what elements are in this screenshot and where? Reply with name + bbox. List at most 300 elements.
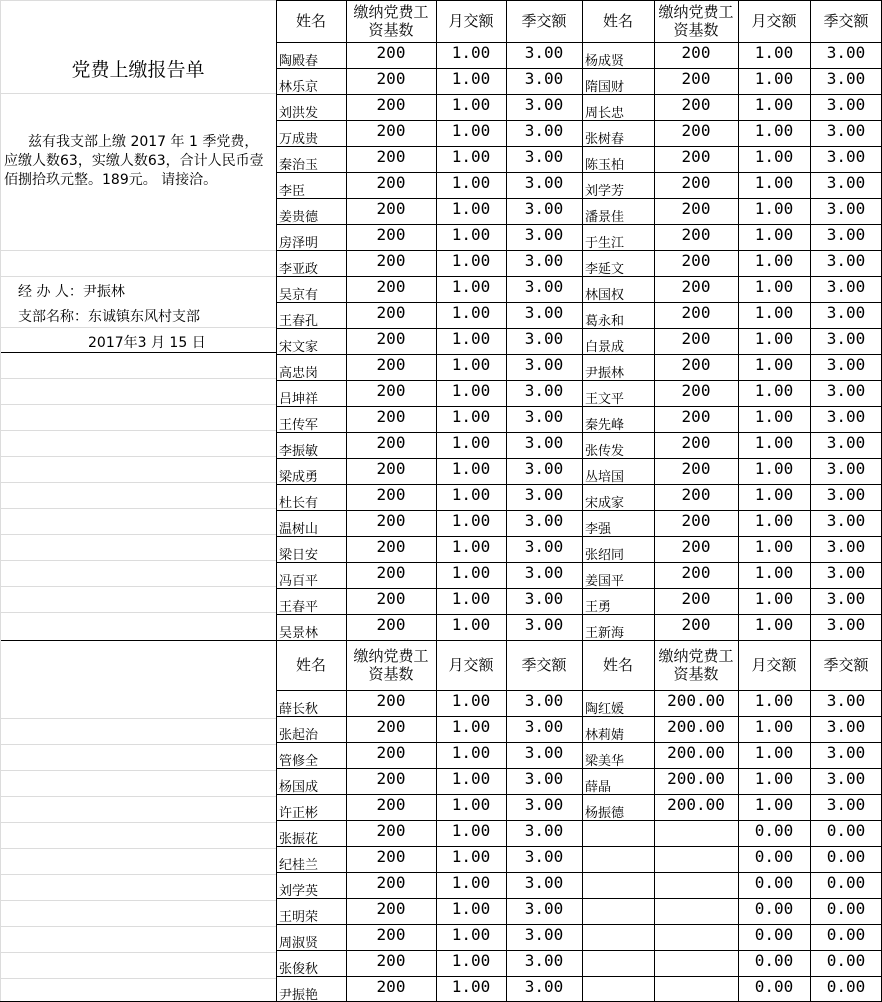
- block2-left-row-monthly: 1.00: [451, 899, 491, 918]
- block1-right-row-monthly: 1.00: [754, 355, 794, 374]
- block2-right-row-monthly-empty: 0.00: [754, 977, 794, 996]
- block2-left-row-monthly: 1.00: [451, 977, 491, 996]
- grid-line: [0, 926, 276, 927]
- block1-left-row-base: 200: [376, 433, 406, 452]
- block1-right-row-name: 尹振林: [585, 366, 625, 380]
- grid-line: [738, 640, 739, 1002]
- block1-left-row-monthly: 1.00: [451, 563, 491, 582]
- block1-left-row-name: 王传军: [279, 418, 319, 432]
- block1-left-row-base: 200: [376, 407, 406, 426]
- block1-right-row-name: 姜国平: [585, 574, 625, 588]
- block2-left-row-name: 王明荣: [279, 910, 319, 924]
- block1-header-quarterly-left: 季交额: [521, 12, 567, 30]
- block1-right-row-quarterly: 3.00: [826, 563, 866, 582]
- block1-left-row-monthly: 1.00: [451, 511, 491, 530]
- grid-line: [0, 378, 276, 379]
- block1-right-row-monthly: 1.00: [754, 225, 794, 244]
- grid-line: [0, 456, 276, 457]
- block2-right-row-base: [654, 898, 738, 924]
- block2-right-row-name: 杨振德: [585, 806, 625, 820]
- block1-right-row-quarterly: 3.00: [826, 303, 866, 322]
- grid-line: [0, 327, 276, 328]
- block1-right-row-quarterly: 3.00: [826, 43, 866, 62]
- block1-right-row-monthly: 1.00: [754, 563, 794, 582]
- grid-line: [654, 0, 655, 640]
- block1-left-row-quarterly: 3.00: [524, 277, 564, 296]
- block1-left-row-quarterly: 3.00: [524, 381, 564, 400]
- report-title: 党费上缴报告单: [71, 59, 205, 81]
- block2-right-row-monthly-empty: 0.00: [754, 873, 794, 892]
- block2-left-row-monthly: 1.00: [451, 691, 491, 710]
- block1-right-row-monthly: 1.00: [754, 511, 794, 530]
- block2-left-row-quarterly: 3.00: [524, 769, 564, 788]
- grid-line: [0, 612, 276, 613]
- block1-left-row-base: 200: [376, 173, 406, 192]
- grid-line: [276, 146, 882, 147]
- block2-left-row-monthly: 1.00: [451, 847, 491, 866]
- block2-right-row-name: 林莉婧: [585, 728, 625, 742]
- block1-left-row-base: 200: [376, 459, 406, 478]
- block2-right-row-quarterly: 0.00: [826, 821, 866, 840]
- grid-line: [0, 482, 276, 483]
- block1-left-row-quarterly: 3.00: [524, 355, 564, 374]
- block2-right-row-monthly: 1.00: [754, 795, 794, 814]
- block1-right-row-monthly: 1.00: [754, 485, 794, 504]
- block1-right-row-base: 200: [681, 225, 711, 244]
- block1-left-row-name: 梁日安: [279, 548, 319, 562]
- block1-left-row-name: 吴京有: [279, 288, 319, 302]
- block1-left-row-quarterly: 3.00: [524, 199, 564, 218]
- block1-left-row-quarterly: 3.00: [524, 485, 564, 504]
- grid-line: [276, 0, 277, 640]
- block1-left-row-name: 姜贵德: [279, 210, 319, 224]
- block2-left-row-base: 200: [376, 899, 406, 918]
- block1-right-row-quarterly: 3.00: [826, 329, 866, 348]
- grid-line: [0, 848, 276, 849]
- block1-left-row-monthly: 1.00: [451, 225, 491, 244]
- block1-header-name-right: 姓名: [602, 12, 633, 30]
- block2-header-monthly-left: 月交额: [448, 656, 494, 674]
- grid-line: [346, 0, 347, 640]
- block1-left-row-name: 梁成勇: [279, 470, 319, 484]
- block1-left-row-quarterly: 3.00: [524, 615, 564, 634]
- block1-left-row-name: 杜长有: [279, 496, 319, 510]
- block1-left-row-name: 刘洪发: [279, 106, 319, 120]
- grid-line: [346, 640, 347, 1002]
- block2-left-row-monthly: 1.00: [451, 743, 491, 762]
- branch-name: 支部名称：东诚镇东风村支部: [18, 309, 200, 325]
- block1-left-row-monthly: 1.00: [451, 407, 491, 426]
- block1-left-row-base: 200: [376, 485, 406, 504]
- grid-line: [276, 172, 882, 173]
- block1-header-quarterly-right: 季交额: [823, 12, 869, 30]
- block1-left-row-base: 200: [376, 69, 406, 88]
- block1-right-row-monthly: 1.00: [754, 381, 794, 400]
- block1-right-row-monthly: 1.00: [754, 199, 794, 218]
- block2-left-row-monthly: 1.00: [451, 951, 491, 970]
- block1-left-row-monthly: 1.00: [451, 69, 491, 88]
- grid-line: [276, 198, 882, 199]
- block1-left-row-name: 王春平: [279, 600, 319, 614]
- block2-header-quarterly-right: 季交额: [823, 656, 869, 674]
- block2-left-row-quarterly: 3.00: [524, 977, 564, 996]
- grid-line: [0, 586, 276, 587]
- block2-left-row-base: 200: [376, 873, 406, 892]
- grid-line: [276, 224, 882, 225]
- block1-right-row-quarterly: 3.00: [826, 407, 866, 426]
- block2-left-row-quarterly: 3.00: [524, 925, 564, 944]
- block1-header-name-left: 姓名: [295, 12, 326, 30]
- block1-right-row-name: 白景成: [585, 340, 625, 354]
- block2-right-row-base: 200.00: [667, 743, 725, 762]
- block1-right-row-monthly: 1.00: [754, 43, 794, 62]
- grid-line: [276, 768, 882, 769]
- block1-left-row-quarterly: 3.00: [524, 225, 564, 244]
- grid-line: [436, 0, 437, 640]
- block2-right-row-name: 薛晶: [585, 780, 612, 794]
- block2-right-row-name: [582, 846, 654, 872]
- report-date: 2017年3 月 15 日: [88, 335, 206, 351]
- block1-left-row-name: 李臣: [279, 184, 306, 198]
- block1-left-row-quarterly: 3.00: [524, 563, 564, 582]
- block1-left-row-quarterly: 3.00: [524, 589, 564, 608]
- grid-line: [0, 508, 276, 509]
- block2-left-row-name: 管修全: [279, 754, 319, 768]
- block2-left-row-base: 200: [376, 951, 406, 970]
- grid-line: [276, 68, 882, 69]
- grid-line: [276, 484, 882, 485]
- grid-line: [276, 432, 882, 433]
- block2-right-row-monthly: 1.00: [754, 717, 794, 736]
- block1-right-row-quarterly: 3.00: [826, 95, 866, 114]
- block1-right-row-monthly: 1.00: [754, 615, 794, 634]
- block1-right-row-monthly: 1.00: [754, 121, 794, 140]
- block1-left-row-name: 吕坤祥: [279, 392, 319, 406]
- block1-right-row-quarterly: 3.00: [826, 381, 866, 400]
- block1-right-row-quarterly: 3.00: [826, 147, 866, 166]
- block2-left-row-monthly: 1.00: [451, 795, 491, 814]
- block2-right-row-quarterly: 3.00: [826, 691, 866, 710]
- block1-left-row-name: 冯百平: [279, 574, 319, 588]
- block1-left-row-quarterly: 3.00: [524, 43, 564, 62]
- block2-left-row-quarterly: 3.00: [524, 795, 564, 814]
- block1-left-row-monthly: 1.00: [451, 173, 491, 192]
- grid-line: [0, 640, 882, 641]
- block1-right-row-name: 张树春: [585, 132, 625, 146]
- grid-line: [0, 93, 276, 94]
- block2-right-row-name: 梁美华: [585, 754, 625, 768]
- block1-header-base-left: 缴纳党费工资基数: [353, 3, 429, 39]
- block1-left-row-base: 200: [376, 511, 406, 530]
- block1-right-row-monthly: 1.00: [754, 251, 794, 270]
- grid-line: [0, 560, 276, 561]
- block1-left-row-monthly: 1.00: [451, 433, 491, 452]
- block1-left-row-name: 房泽明: [279, 236, 319, 250]
- block1-right-row-base: 200: [681, 615, 711, 634]
- block1-right-row-base: 200: [681, 173, 711, 192]
- block1-right-row-base: 200: [681, 407, 711, 426]
- block1-left-row-monthly: 1.00: [451, 459, 491, 478]
- block1-right-row-name: 周长忠: [585, 106, 625, 120]
- grid-line: [738, 0, 739, 640]
- block2-header-base-right: 缴纳党费工资基数: [658, 647, 734, 683]
- grid-line: [276, 354, 882, 355]
- block1-left-row-quarterly: 3.00: [524, 511, 564, 530]
- block2-left-row-quarterly: 3.00: [524, 691, 564, 710]
- block2-left-row-base: 200: [376, 743, 406, 762]
- block2-right-row-name: [582, 820, 654, 846]
- block2-left-row-name: 刘学英: [279, 884, 319, 898]
- grid-line: [276, 94, 882, 95]
- block1-right-row-name: 秦先峰: [585, 418, 625, 432]
- block1-left-row-monthly: 1.00: [451, 43, 491, 62]
- grid-line: [0, 534, 276, 535]
- block2-header-quarterly-left: 季交额: [521, 656, 567, 674]
- block2-right-row-quarterly: 0.00: [826, 899, 866, 918]
- block2-right-row-quarterly: 0.00: [826, 977, 866, 996]
- block2-left-row-base: 200: [376, 821, 406, 840]
- block1-left-row-name: 陶殿春: [279, 54, 319, 68]
- block1-left-row-base: 200: [376, 615, 406, 634]
- block2-right-row-quarterly: 3.00: [826, 795, 866, 814]
- grid-line: [276, 42, 882, 43]
- block1-right-row-name: 王文平: [585, 392, 625, 406]
- block1-right-row-name: 林国权: [585, 288, 625, 302]
- block1-left-row-quarterly: 3.00: [524, 95, 564, 114]
- grid-line: [276, 794, 882, 795]
- block1-right-row-base: 200: [681, 459, 711, 478]
- grid-line: [276, 742, 882, 743]
- grid-line: [276, 510, 882, 511]
- block1-left-row-name: 李振敏: [279, 444, 319, 458]
- block1-right-row-monthly: 1.00: [754, 589, 794, 608]
- block2-left-row-base: 200: [376, 717, 406, 736]
- block1-right-row-quarterly: 3.00: [826, 615, 866, 634]
- block1-left-row-monthly: 1.00: [451, 147, 491, 166]
- block1-right-row-name: 宋成家: [585, 496, 625, 510]
- block1-left-row-base: 200: [376, 563, 406, 582]
- block1-right-row-name: 王勇: [585, 600, 612, 614]
- grid-line: [654, 640, 655, 1002]
- block2-left-row-base: 200: [376, 795, 406, 814]
- block2-left-row-base: 200: [376, 691, 406, 710]
- block2-right-row-base: [654, 950, 738, 976]
- block2-right-row-name: 陶红媛: [585, 702, 625, 716]
- block2-header-base-left: 缴纳党费工资基数: [353, 647, 429, 683]
- grid-line: [0, 744, 276, 745]
- block1-left-row-base: 200: [376, 43, 406, 62]
- block1-header-monthly-right: 月交额: [751, 12, 797, 30]
- block2-header-monthly-right: 月交额: [751, 656, 797, 674]
- block1-right-row-name: 李延文: [585, 262, 625, 276]
- block1-left-row-base: 200: [376, 589, 406, 608]
- block1-left-row-quarterly: 3.00: [524, 459, 564, 478]
- grid-line: [276, 120, 882, 121]
- grid-line: [276, 562, 882, 563]
- block1-left-row-base: 200: [376, 95, 406, 114]
- block1-left-row-base: 200: [376, 225, 406, 244]
- grid-line: [276, 328, 882, 329]
- block2-right-row-base: [654, 872, 738, 898]
- block1-left-row-monthly: 1.00: [451, 355, 491, 374]
- block2-left-row-name: 杨国成: [279, 780, 319, 794]
- block1-left-row-name: 林乐京: [279, 80, 319, 94]
- block1-right-row-base: 200: [681, 303, 711, 322]
- grid-line: [0, 874, 276, 875]
- block1-right-row-monthly: 1.00: [754, 433, 794, 452]
- block1-right-row-base: 200: [681, 433, 711, 452]
- grid-line: [0, 718, 276, 719]
- block2-left-row-quarterly: 3.00: [524, 821, 564, 840]
- block1-right-row-base: 200: [681, 147, 711, 166]
- block2-right-row-base: 200.00: [667, 795, 725, 814]
- grid-line: [276, 872, 882, 873]
- grid-line: [276, 250, 882, 251]
- block1-left-row-name: 宋文家: [279, 340, 319, 354]
- handler-name: 经 办 人：尹振林: [18, 284, 125, 300]
- block2-right-row-base: 200.00: [667, 691, 725, 710]
- block1-right-row-quarterly: 3.00: [826, 121, 866, 140]
- block1-left-row-monthly: 1.00: [451, 95, 491, 114]
- block1-left-row-quarterly: 3.00: [524, 433, 564, 452]
- block1-right-row-base: 200: [681, 329, 711, 348]
- block1-left-row-quarterly: 3.00: [524, 251, 564, 270]
- block2-left-row-quarterly: 3.00: [524, 743, 564, 762]
- block2-right-row-name: [582, 950, 654, 976]
- block1-left-row-name: 李亚政: [279, 262, 319, 276]
- block1-right-row-base: 200: [681, 95, 711, 114]
- block2-right-row-base: [654, 820, 738, 846]
- grid-line: [0, 900, 276, 901]
- block1-right-row-base: 200: [681, 69, 711, 88]
- block2-header-name-left: 姓名: [295, 656, 326, 674]
- block2-left-row-monthly: 1.00: [451, 873, 491, 892]
- grid-line: [276, 820, 882, 821]
- block1-right-row-quarterly: 3.00: [826, 69, 866, 88]
- block1-right-row-name: 张传发: [585, 444, 625, 458]
- block2-left-row-name: 薛长秋: [279, 702, 319, 716]
- block1-right-row-base: 200: [681, 251, 711, 270]
- block2-right-row-monthly-empty: 0.00: [754, 899, 794, 918]
- block1-right-row-name: 于生江: [585, 236, 625, 250]
- block1-left-row-base: 200: [376, 121, 406, 140]
- block1-left-row-quarterly: 3.00: [524, 329, 564, 348]
- grid-line: [276, 898, 882, 899]
- block2-left-row-name: 张俊秋: [279, 962, 319, 976]
- grid-line: [276, 950, 882, 951]
- grid-line: [276, 302, 882, 303]
- block1-right-row-monthly: 1.00: [754, 69, 794, 88]
- block1-right-row-quarterly: 3.00: [826, 511, 866, 530]
- block1-left-row-monthly: 1.00: [451, 381, 491, 400]
- block2-left-row-base: 200: [376, 977, 406, 996]
- grid-line: [506, 640, 507, 1002]
- block2-left-row-quarterly: 3.00: [524, 899, 564, 918]
- grid-line: [276, 276, 882, 277]
- block1-left-row-name: 高忠岗: [279, 366, 319, 380]
- grid-line: [276, 406, 882, 407]
- block1-right-row-name: 刘学芳: [585, 184, 625, 198]
- block1-left-row-monthly: 1.00: [451, 121, 491, 140]
- block1-left-row-quarterly: 3.00: [524, 303, 564, 322]
- block1-left-row-base: 200: [376, 329, 406, 348]
- block2-right-row-base: [654, 846, 738, 872]
- grid-line: [276, 846, 882, 847]
- block1-right-row-monthly: 1.00: [754, 147, 794, 166]
- block1-right-row-name: 王新海: [585, 626, 625, 640]
- block1-left-row-base: 200: [376, 277, 406, 296]
- block1-right-row-monthly: 1.00: [754, 459, 794, 478]
- grid-line: [0, 770, 276, 771]
- block1-left-row-quarterly: 3.00: [524, 537, 564, 556]
- block2-left-row-monthly: 1.00: [451, 717, 491, 736]
- grid-line: [276, 924, 882, 925]
- block1-right-row-monthly: 1.00: [754, 95, 794, 114]
- grid-line: [0, 952, 276, 953]
- block1-left-row-base: 200: [376, 303, 406, 322]
- block1-right-row-quarterly: 3.00: [826, 199, 866, 218]
- block1-left-row-name: 温树山: [279, 522, 319, 536]
- block2-right-row-base: 200.00: [667, 717, 725, 736]
- block1-right-row-quarterly: 3.00: [826, 173, 866, 192]
- block2-right-row-monthly: 1.00: [754, 743, 794, 762]
- block1-right-row-base: 200: [681, 511, 711, 530]
- block1-header-base-right: 缴纳党费工资基数: [658, 3, 734, 39]
- block1-right-row-quarterly: 3.00: [826, 251, 866, 270]
- block2-right-row-monthly-empty: 0.00: [754, 951, 794, 970]
- block1-right-row-quarterly: 3.00: [826, 485, 866, 504]
- block2-right-row-quarterly: 3.00: [826, 769, 866, 788]
- block2-right-row-name: [582, 976, 654, 1002]
- grid-line: [276, 614, 882, 615]
- grid-line: [276, 380, 882, 381]
- block2-left-row-name: 许正彬: [279, 806, 319, 820]
- block1-right-row-quarterly: 3.00: [826, 277, 866, 296]
- block1-right-row-quarterly: 3.00: [826, 589, 866, 608]
- block1-right-row-quarterly: 3.00: [826, 459, 866, 478]
- grid-line: [0, 0, 276, 1]
- grid-line: [582, 0, 583, 640]
- block1-left-row-base: 200: [376, 147, 406, 166]
- block1-left-row-name: 万成贵: [279, 132, 319, 146]
- block2-left-row-name: 周淑贤: [279, 936, 319, 950]
- block2-right-row-monthly: 1.00: [754, 691, 794, 710]
- block1-left-row-monthly: 1.00: [451, 329, 491, 348]
- block2-left-row-monthly: 1.00: [451, 821, 491, 840]
- block1-left-row-monthly: 1.00: [451, 537, 491, 556]
- block2-right-row-base: 200.00: [667, 769, 725, 788]
- block1-right-row-base: 200: [681, 43, 711, 62]
- block2-right-row-monthly: 1.00: [754, 769, 794, 788]
- block1-right-row-base: 200: [681, 121, 711, 140]
- block1-right-row-name: 隋国财: [585, 80, 625, 94]
- grid-line: [276, 690, 882, 691]
- block1-right-row-base: 200: [681, 589, 711, 608]
- grid-line: [0, 352, 276, 353]
- block1-right-row-monthly: 1.00: [754, 277, 794, 296]
- block2-header-name-right: 姓名: [602, 656, 633, 674]
- block2-left-row-quarterly: 3.00: [524, 873, 564, 892]
- block1-right-row-base: 200: [681, 537, 711, 556]
- block2-left-row-name: 纪桂兰: [279, 858, 319, 872]
- block1-left-row-monthly: 1.00: [451, 303, 491, 322]
- block1-right-row-base: 200: [681, 563, 711, 582]
- block1-right-row-monthly: 1.00: [754, 537, 794, 556]
- grid-line: [276, 458, 882, 459]
- block1-right-row-monthly: 1.00: [754, 329, 794, 348]
- grid-line: [0, 404, 276, 405]
- block1-left-row-name: 秦治玉: [279, 158, 319, 172]
